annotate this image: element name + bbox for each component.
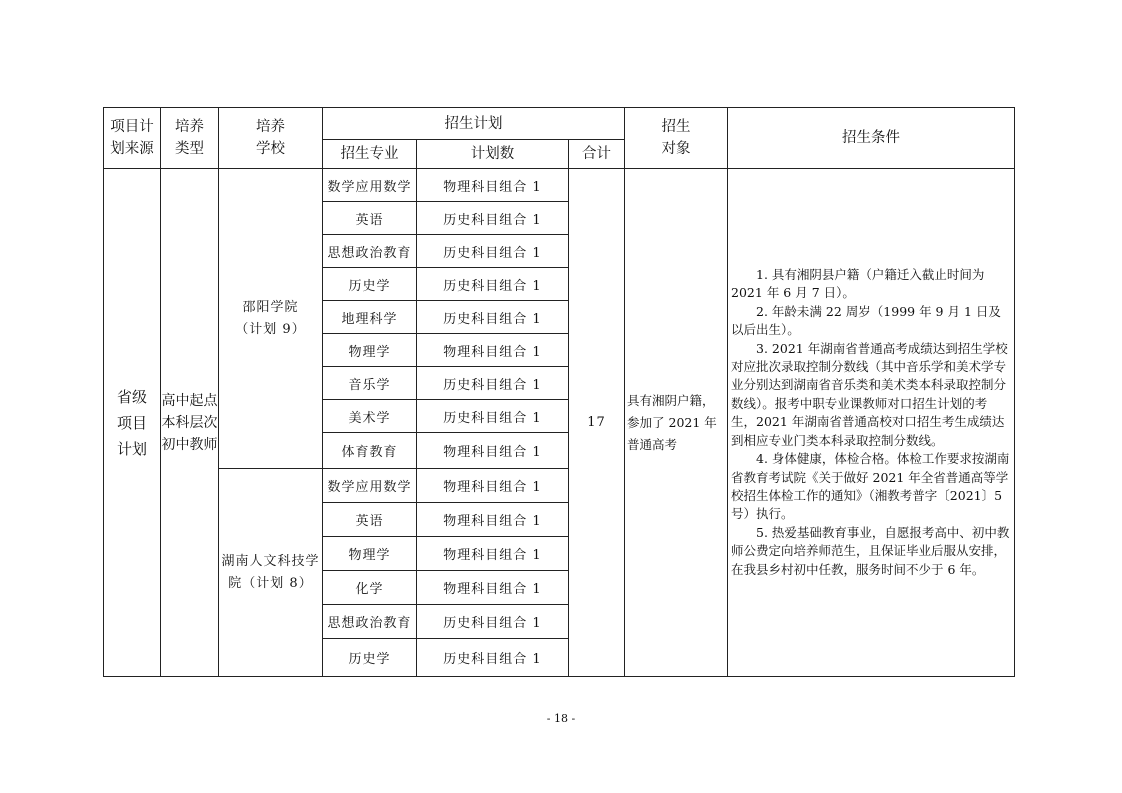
plan-count-cell: 历史科目组合 1 bbox=[417, 367, 569, 400]
major-cell: 物理学 bbox=[323, 537, 417, 571]
major-cell: 化学 bbox=[323, 571, 417, 605]
major-cell: 数学应用数学 bbox=[323, 469, 417, 503]
enrollment-plan-table bbox=[103, 107, 1015, 677]
condition-item: 1. 具有湘阴县户籍（户籍迁入截止时间为 2021 年 6 月 7 日）。 bbox=[731, 267, 985, 301]
major-cell: 英语 bbox=[323, 202, 417, 235]
condition-item: 4. 身体健康，体检合格。体检工作要求按湖南省教育考试院《关于做好 2021 年全省普通高等学校招生体检工作的通知》（湘教考普字〔2021〕5 号）执行。 bbox=[731, 451, 1010, 522]
major-cell: 历史学 bbox=[323, 639, 417, 677]
page-number: - 18 - bbox=[546, 712, 576, 725]
header-count: 计划数 bbox=[417, 140, 569, 169]
header-total: 合计 bbox=[569, 140, 625, 169]
plan-count-cell: 物理科目组合 1 bbox=[417, 433, 569, 469]
plan-count-cell: 物理科目组合 1 bbox=[417, 334, 569, 367]
header-type: 培养 类型 bbox=[161, 108, 219, 169]
plan-count-cell: 历史科目组合 1 bbox=[417, 639, 569, 677]
header-major: 招生专业 bbox=[323, 140, 417, 169]
target-cell: 具有湘阴户籍，参加了 2021 年普通高考 bbox=[625, 169, 728, 677]
major-cell: 物理学 bbox=[323, 334, 417, 367]
plan-count-cell: 物理科目组合 1 bbox=[417, 537, 569, 571]
project-source: 省级 项目 计划 bbox=[104, 169, 161, 677]
major-cell: 音乐学 bbox=[323, 367, 417, 400]
school-name: 邵阳学院 （计划 9） bbox=[219, 169, 323, 469]
school-name: 湖南人文科技学 院（计划 8） bbox=[219, 469, 323, 677]
total-cell: 17 bbox=[569, 169, 625, 677]
condition-item: 3. 2021 年湖南省普通高考成绩达到招生学校对应批次录取控制分数线（其中音乐学和美术学专业分别达到湖南省音乐类和美术类本科录取控制分数线）。报考中职专业课教师对口招生计划的考生，2021 年湖南省普通高校对口招生考生成绩达到相应专业门类本科录取控制分数线。 bbox=[731, 340, 1008, 448]
plan-count-cell: 物理科目组合 1 bbox=[417, 503, 569, 537]
plan-count-cell: 物理科目组合 1 bbox=[417, 571, 569, 605]
plan-count-cell: 历史科目组合 1 bbox=[417, 235, 569, 268]
major-cell: 体育教育 bbox=[323, 433, 417, 469]
conditions-cell bbox=[728, 169, 1015, 677]
plan-count-cell: 历史科目组合 1 bbox=[417, 301, 569, 334]
header-plan: 招生计划 bbox=[323, 108, 625, 140]
condition-item: 5. 热爱基础教育事业，自愿报考高中、初中教师公费定向培养师范生，且保证毕业后服从安排，在我县乡村初中任教，服务时间不少于 6 年。 bbox=[731, 524, 1010, 577]
plan-count-cell: 历史科目组合 1 bbox=[417, 202, 569, 235]
major-cell: 美术学 bbox=[323, 400, 417, 433]
plan-count-cell: 历史科目组合 1 bbox=[417, 605, 569, 639]
plan-count-cell: 物理科目组合 1 bbox=[417, 469, 569, 503]
major-cell: 思想政治教育 bbox=[323, 235, 417, 268]
header-school: 培养 学校 bbox=[219, 108, 323, 169]
condition-item: 2. 年龄未满 22 周岁（1999 年 9 月 1 日及以后出生）。 bbox=[731, 303, 1001, 338]
header-source: 项目计 划来源 bbox=[104, 108, 161, 169]
plan-count-cell: 历史科目组合 1 bbox=[417, 400, 569, 433]
major-cell: 历史学 bbox=[323, 268, 417, 301]
plan-count-cell: 物理科目组合 1 bbox=[417, 169, 569, 202]
major-cell: 地理科学 bbox=[323, 301, 417, 334]
header-target: 招生 对象 bbox=[625, 108, 728, 169]
major-cell: 思想政治教育 bbox=[323, 605, 417, 639]
major-cell: 数学应用数学 bbox=[323, 169, 417, 202]
major-cell: 英语 bbox=[323, 503, 417, 537]
plan-count-cell: 历史科目组合 1 bbox=[417, 268, 569, 301]
training-type: 高中起点 本科层次 初中教师 bbox=[161, 169, 219, 677]
header-conditions: 招生条件 bbox=[728, 108, 1015, 169]
